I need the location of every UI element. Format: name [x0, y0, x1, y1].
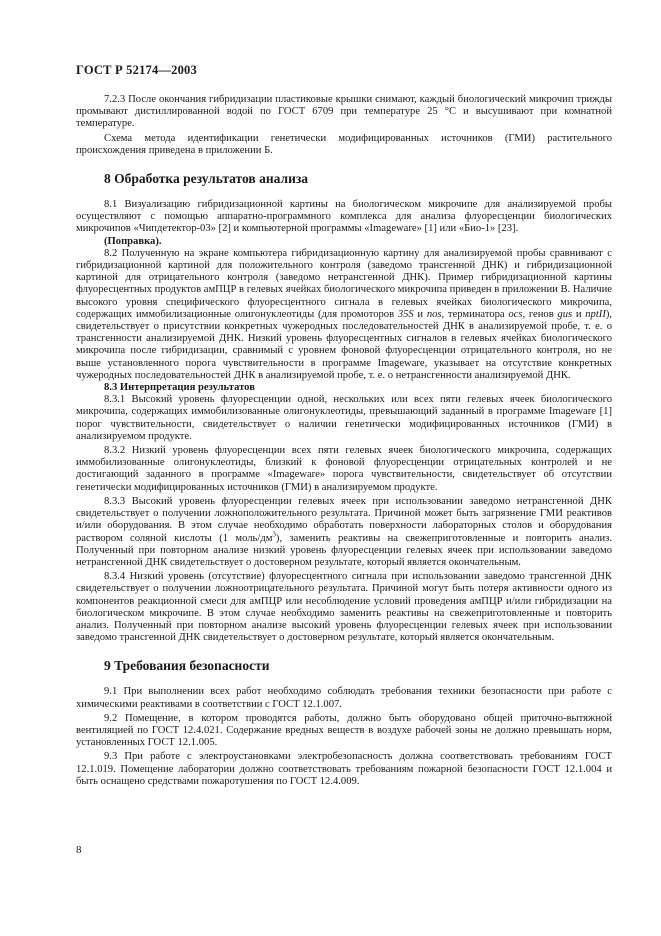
- section-9-heading: 9 Требования безопасности: [104, 658, 270, 674]
- paragraph-8-3-1: 8.3.1 Высокий уровень флуоресценции одной, нескольких или всех пяти гелевых ячеек биологического микрочипа, содержащих иммобилизованные олигонуклеотиды, превышающий заданный в программе Imageware [1] порог чувствительности, свидетельствует о наличии генетически модифицированных источников (ГМИ) в анализируемом продукте.: [76, 394, 612, 442]
- document-header: ГОСТ Р 52174—2003: [76, 63, 197, 77]
- paragraph-9-3: 9.3 При работе с электроустановками электробезопасность должна соответствовать требованиям ГОСТ 12.1.019. Помещение лаборатории должно соответствовать требованиям пожарной безопасности ГОСТ 12.1.004 и быть оснащено средствами пожаротушения по ГОСТ 12.4.009.: [76, 751, 612, 787]
- connector-genes: , генов: [522, 308, 558, 320]
- paragraph-8-3-4: 8.3.4 Низкий уровень (отсутствие) флуоресцентного сигнала при использовании заведомо трансгенной ДНК свидетельствует о получении ложноотрицательного результата. Причиной могут быть потеря активности одного из компонентов реакционной смеси для амПЦР или несоблюдение условий проведения амПЦР и/или гибридизации на биологическом микрочипе. В этом случае необходимо заменить реактивы на свежеприготовленные и повторить анализ. Полученный при повторном анализе высокий уровень флуоресценции гелевых ячеек при использовании заведомо трансгенной ДНК свидетельствует о достоверном результате, который является окончательным.: [76, 571, 612, 644]
- paragraph-9-2: 9.2 Помещение, в котором проводятся работы, должно быть оборудовано общей приточно-вытяжной вентиляцией по ГОСТ 12.4.021. Содержание вредных веществ в воздухе рабочей зоны не должно превышать норм, установленных ГОСТ 12.1.005.: [76, 712, 612, 749]
- paragraph-7-2-3: 7.2.3 После окончания гибридизации пластиковые крышки снимают, каждый биологический микрочип трижды промывают дистиллированной водой по ГОСТ 6709 при температуре 25 °С и высушивают при комнатной температуре.: [76, 94, 612, 130]
- document-body: [76, 94, 612, 788]
- subsection-8-3-heading: 8.3 Интерпретация результатов: [104, 382, 255, 394]
- paragraph-8-3-3-part-a: 8.3.3 Высокий уровень флуоресценции гелевых ячеек при использовании заведомо нетрансгенной ДНК свидетельствует о получении ложноположительного результата. Причиной может быть загрязнение ГМИ реактивов и/или оборудования. В этом случае необходимо обработать поверхности лабораторных столов и оборудования раствором соляной кислоты (1 моль/дм: [76, 495, 612, 544]
- amendment-note: (Поправка).: [104, 235, 162, 247]
- promoter-nos: nos: [426, 308, 442, 320]
- gene-nptii: nptII: [585, 308, 606, 320]
- paragraph-8-3-3: [76, 496, 612, 569]
- paragraph-8-1: 8.1 Визуализацию гибридизационной картины на биологическом микрочипе для анализируемой пробы осуществляют с помощью аппаратно-программного комплекса для анализа флуоресценции биологических микрочипов «Чипдетектор-03» [2] и компьютерной программы «Imageware» [1] или «Био-1» [23].: [76, 199, 612, 235]
- terminator-ocs: ocs: [508, 308, 523, 320]
- paragraph-8-3-3-part-b: ), заменить реактивы на свежеприготовленные и повторить анализ. Полученный при повторном анализе низкий уровень флуоресценции гелевых ячеек при использовании заведомо нетрансгенной ДНК свидетельствует о достоверном результате, который является окончательным.: [76, 532, 612, 568]
- promoter-35s: 35S: [397, 308, 414, 320]
- paragraph-8-3-2: 8.3.2 Низкий уровень флуоресценции всех пяти гелевых ячеек биологического микрочипа, содержащих иммобилизованные олигонуклеотиды, близкий к фоновой флуоресценции отрицательных контролей и не достигающий заданного в программе «Imageware» порога чувствительности, свидетельствует об отсутствии генетически модифицированных источников (ГМИ) в анализируемом продукте.: [76, 445, 612, 493]
- gene-gus: gus: [557, 308, 573, 320]
- page-number: 8: [76, 844, 82, 856]
- paragraph-8-2: [76, 248, 612, 382]
- paragraph-8-2-part-a: 8.2 Полученную на экране компьютера гибридизационную картину для анализируемой пробы сравнивают с гибридизационной картиной для положительного контроля (заведомо трансгенной ДНК) и гибридизационной картиной для отрицательного контроля (заведомо нетрансгенной ДНК). Пример гибридизационной картины флуоресцентных продуктов амПЦР в гелевых ячейках биологического микрочипа приведен в приложении В. Наличие высокого уровня специфического флуоресцентного сигнала в гелевых ячейках биологического микрочипа, содержащих иммобилизационные олигонуклеотиды (для промоторов: [76, 247, 612, 320]
- paragraph-8-2-part-b: ), свидетельствует о присутствии конкретных чужеродных последовательностей ДНК в анализируемой пробе, т. е. о трансгенности анализируемой ДНК. Низкий уровень флуоресцентных сигналов в гелевых ячейках биологического микрочипа после гибридизации, сравнимый с уровнем фоновой флуоресценции отрицательного контроля, но не выше установленного порога чувствительности в программе Imageware, указывает на отсутствие конкретных чужеродных последовательностей ДНК в анализируемой пробе, т. е. о нетрансгенности анализируемой ДНК.: [76, 308, 613, 381]
- section-8-heading: 8 Обработка результатов анализа: [104, 171, 309, 187]
- connector-and-2: и: [572, 308, 586, 320]
- unit-superscript: 3: [272, 529, 276, 538]
- paragraph-9-1: 9.1 При выполнении всех работ необходимо соблюдать требования техники безопасности при работе с химическими реактивами в соответствии с ГОСТ 12.1.007.: [76, 686, 612, 710]
- connector-terminator: , терминатора: [441, 308, 509, 320]
- paragraph-scheme: Схема метода идентификации генетически модифицированных источников (ГМИ) растительного происхождения приведена в приложении Б.: [76, 132, 612, 156]
- connector-and-1: и: [413, 308, 427, 320]
